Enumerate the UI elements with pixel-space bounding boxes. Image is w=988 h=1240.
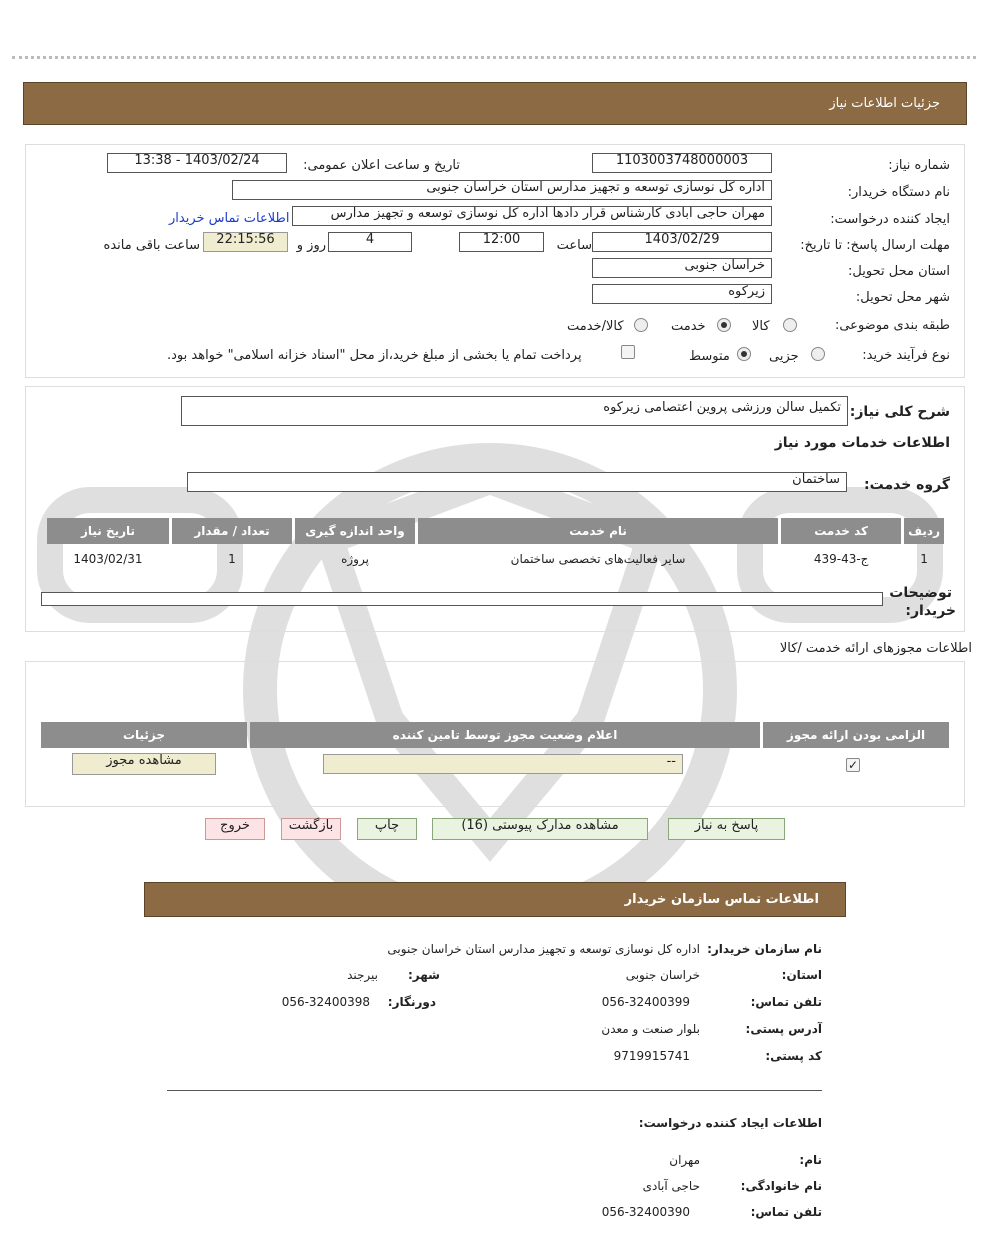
summary-field: تکمیل سالن ورزشی پروین اعتصامی زیرکوه	[181, 396, 848, 426]
services-title: اطلاعات خدمات مورد نیاز	[774, 435, 950, 451]
process-partial-label: جزیی	[769, 349, 799, 364]
contact-org-value: اداره کل نوسازی توسعه و تجهیز مدارس استان خراسان جنوبی	[387, 942, 700, 956]
reply-button[interactable]: پاسخ به نیاز	[668, 818, 785, 840]
col-row: ردیف	[904, 518, 944, 544]
cell-code: ج-43-439	[813, 552, 869, 566]
deadline-hour-label: ساعت	[556, 238, 592, 253]
category-goods-service-radio[interactable]	[634, 318, 648, 332]
process-partial-radio[interactable]	[811, 347, 825, 361]
col-permit-status: اعلام وضعیت مجوز توسط تامین کننده	[250, 722, 760, 748]
permit-status-field: --	[323, 754, 683, 774]
creator-last-name-value: حاجی آبادی	[642, 1179, 700, 1193]
contact-postal-value: 9719915741	[613, 1049, 690, 1063]
city-label: شهر محل تحویل:	[855, 290, 950, 305]
print-button[interactable]: چاپ	[357, 818, 417, 840]
service-group-field: ساختمان	[187, 472, 847, 492]
services-table	[44, 515, 947, 574]
remaining-label: ساعت باقی مانده	[103, 238, 200, 253]
contact-address-label: آدرس پستی:	[745, 1022, 822, 1036]
deadline-time-field: 12:00	[459, 232, 544, 252]
contact-province-value: خراسان جنوبی	[625, 968, 700, 982]
col-qty: تعداد / مقدار	[172, 518, 292, 544]
col-unit: واحد اندازه گیری	[295, 518, 415, 544]
col-date: تاریخ نیاز	[47, 518, 169, 544]
back-button[interactable]: بازگشت	[281, 818, 341, 840]
cell-name: سایر فعالیت‌های تخصصی ساختمان	[510, 552, 686, 566]
permit-required-checkbox[interactable]: ✓	[847, 758, 859, 772]
service-group-label: گروه خدمت:	[864, 477, 950, 493]
announce-datetime-field: 1403/02/24 - 13:38	[107, 153, 287, 173]
top-dotted-divider	[12, 56, 976, 59]
table-row	[47, 547, 944, 571]
remaining-time-field: 22:15:56	[203, 232, 288, 252]
contact-header	[144, 882, 846, 917]
summary-label: شرح کلی نیاز:	[849, 404, 950, 420]
permits-table-header	[41, 722, 949, 748]
contact-postal-label: کد پستی:	[765, 1049, 822, 1063]
buyer-notes-label-1: توضیحات	[889, 585, 952, 601]
contact-phone-value: 056-32400399	[601, 995, 690, 1009]
contact-fax-label: دورنگار:	[387, 995, 436, 1009]
contact-fax-value: 056-32400398	[281, 995, 370, 1009]
need-number-label: شماره نیاز:	[888, 158, 950, 173]
requester-label: ایجاد کننده درخواست:	[830, 212, 950, 227]
creator-last-name-label: نام خانوادگی:	[740, 1179, 822, 1193]
process-medium-radio[interactable]	[737, 347, 751, 361]
col-permit-details: جزئیات	[41, 722, 247, 748]
services-table-header	[47, 518, 944, 544]
contact-org-label: نام سازمان خریدار:	[707, 942, 822, 956]
need-details-title: جزئیات اطلاعات نیاز	[829, 96, 940, 111]
process-type-label: نوع فرآیند خرید:	[862, 348, 950, 363]
need-details-header	[23, 82, 967, 125]
contact-address-value: بلوار صنعت و معدن	[601, 1022, 700, 1036]
province-field: خراسان جنوبی	[592, 258, 772, 278]
buyer-org-label: نام دستگاه خریدار:	[847, 185, 950, 200]
days-label: روز و	[296, 238, 326, 253]
deadline-label: مهلت ارسال پاسخ: تا تاریخ:	[800, 238, 950, 253]
city-field: زیرکوه	[592, 284, 772, 304]
cell-unit: پروژه	[341, 552, 369, 566]
col-permit-required: الزامی بودن ارائه مجوز	[763, 722, 949, 748]
contact-province-label: استان:	[781, 968, 822, 982]
cell-row: 1	[920, 552, 928, 566]
category-goods-label: کالا	[752, 319, 770, 334]
buyer-contact-link[interactable]: اطلاعات تماس خریدار	[169, 211, 290, 226]
creator-phone-label: تلفن تماس:	[750, 1205, 822, 1219]
exit-button[interactable]: خروج	[205, 818, 265, 840]
announce-datetime-label: تاریخ و ساعت اعلان عمومی:	[303, 158, 460, 173]
category-label: طبقه بندی موضوعی:	[834, 318, 950, 333]
days-field: 4	[328, 232, 412, 252]
col-code: کد خدمت	[781, 518, 901, 544]
category-goods-radio[interactable]	[783, 318, 797, 332]
creator-first-name-label: نام:	[799, 1153, 822, 1167]
buyer-notes-label-2: خریدار:	[905, 603, 956, 619]
process-medium-label: متوسط	[689, 349, 730, 364]
requester-field: مهران حاجی ابادی کارشناس قرار دادها اداره کل نوسازی توسعه و تجهیز مدارس	[292, 206, 772, 226]
province-label: استان محل تحویل:	[848, 264, 950, 279]
permits-title: اطلاعات مجوزهای ارائه خدمت /کالا	[779, 641, 972, 656]
payment-note: پرداخت تمام یا بخشی از مبلغ خرید،از محل "اسناد خزانه اسلامی" خواهد بود.	[167, 348, 582, 363]
category-service-radio[interactable]	[717, 318, 731, 332]
contact-phone-label: تلفن تماس:	[750, 995, 822, 1009]
deadline-date-field: 1403/02/29	[592, 232, 772, 252]
buyer-notes-field	[41, 592, 883, 606]
cell-date: 1403/02/31	[73, 552, 143, 566]
contact-city-label: شهر:	[408, 968, 440, 982]
need-number-field: 1103003748000003	[592, 153, 772, 173]
contact-city-value: بیرجند	[347, 968, 378, 982]
cell-qty: 1	[228, 552, 236, 566]
buyer-org-field: اداره کل نوسازی توسعه و تجهیز مدارس استان خراسان جنوبی	[232, 180, 772, 200]
attachments-button[interactable]: مشاهده مدارک پیوستی (16)	[432, 818, 648, 840]
creator-first-name-value: مهران	[669, 1153, 700, 1167]
contact-header-title: اطلاعات تماس سازمان خریدار	[624, 892, 819, 907]
creator-title: اطلاعات ایجاد کننده درخواست:	[638, 1116, 822, 1130]
treasury-payment-checkbox[interactable]	[621, 345, 635, 359]
col-name: نام خدمت	[418, 518, 778, 544]
creator-phone-value: 056-32400390	[601, 1205, 690, 1219]
category-goods-service-label: کالا/خدمت	[567, 319, 624, 334]
view-permit-button[interactable]: مشاهده مجوز	[72, 753, 216, 775]
category-service-label: خدمت	[671, 319, 706, 334]
contact-divider	[167, 1090, 822, 1091]
